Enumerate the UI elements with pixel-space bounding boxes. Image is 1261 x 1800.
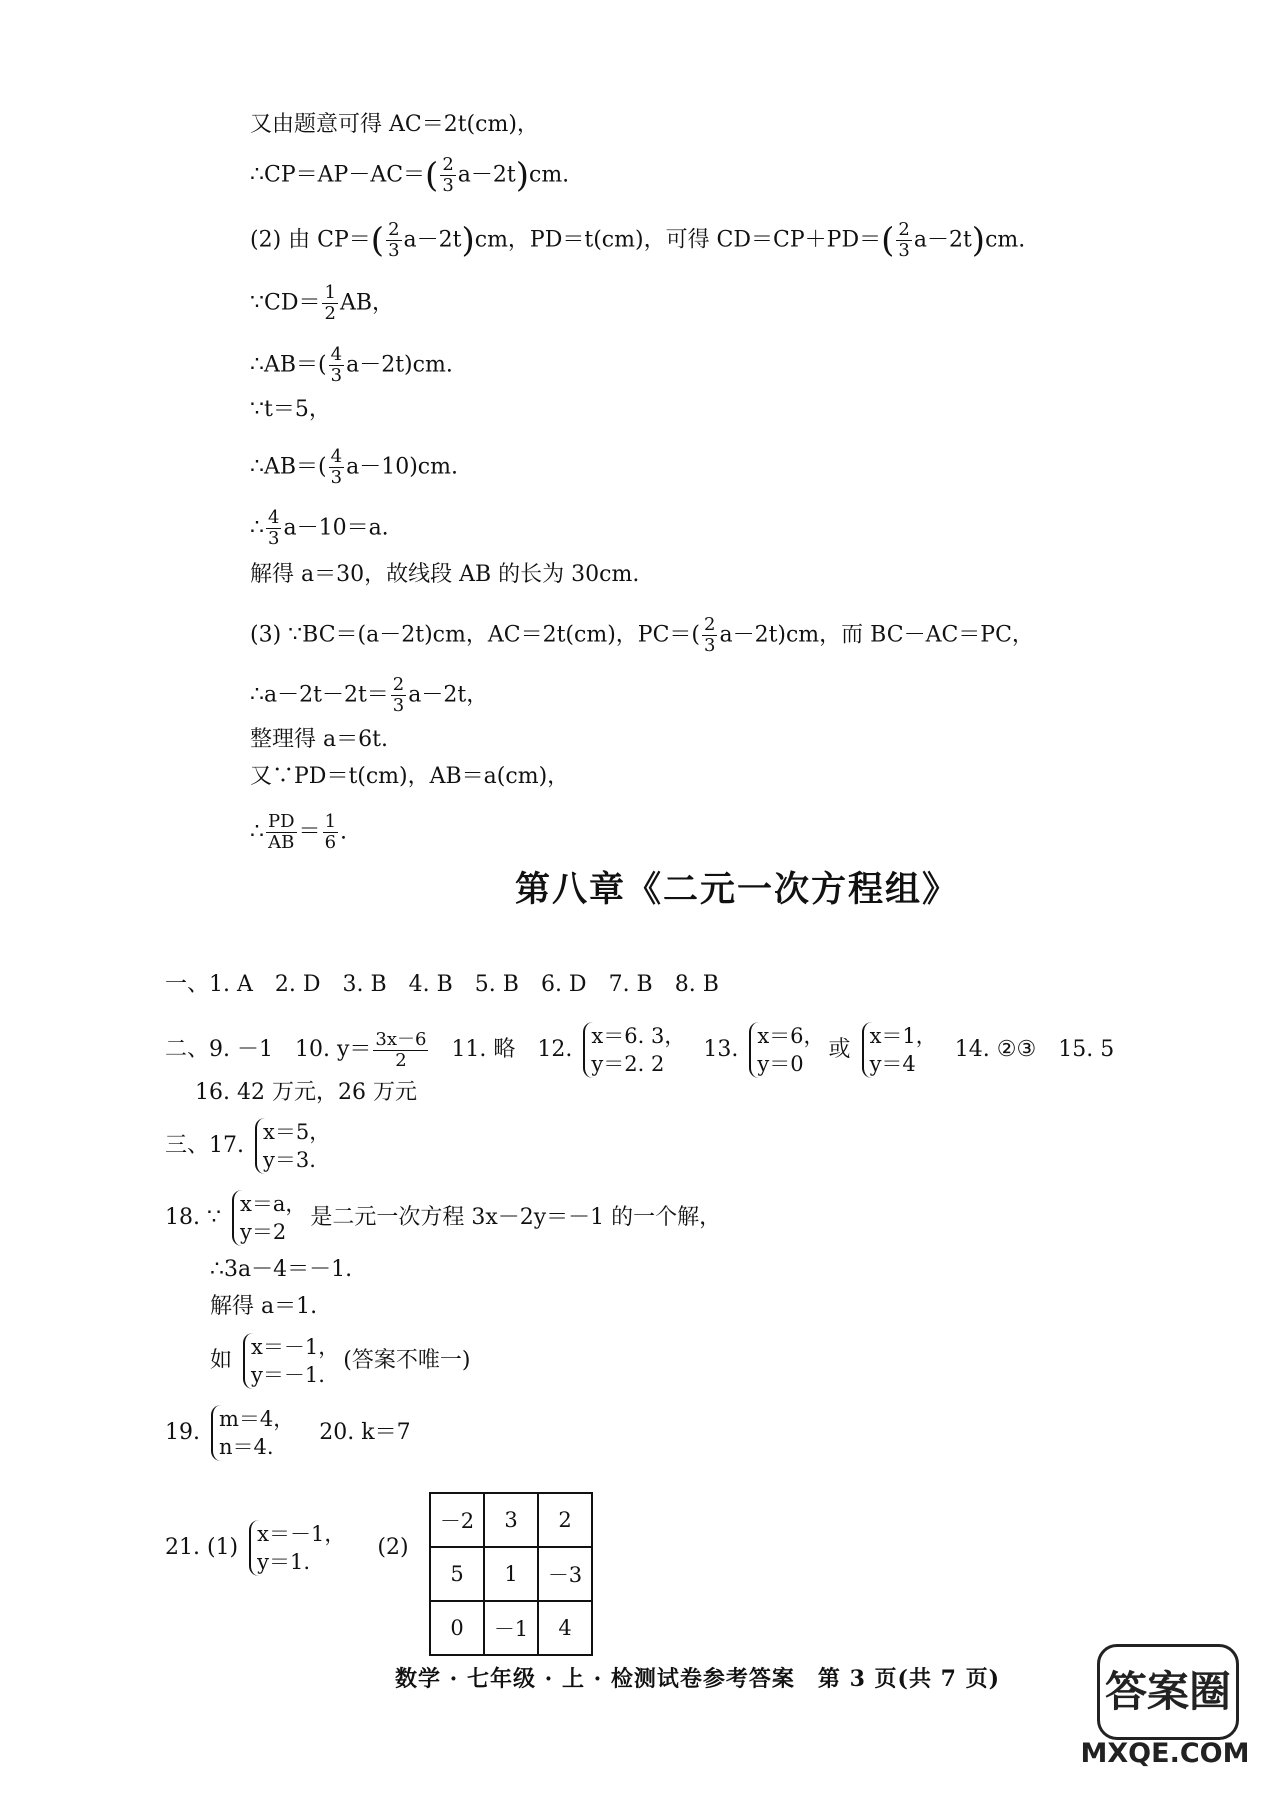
table-cell: 5 — [430, 1547, 484, 1601]
table-cell: －2 — [430, 1493, 484, 1547]
table-cell: 4 — [538, 1601, 592, 1655]
answer-row: 二、9. －1 10. y＝ $\frac{3x-6}{2}$ 11. 略 12. x＝6. 3， y＝2. 2 13. x＝6， y＝0 或 x＝1， y＝4 14. ②③ 15. 5 — [165, 1024, 1115, 1076]
table-row — [430, 1493, 592, 1547]
answer-row: 18. ∵ x＝a， y＝2 是二元一次方程 3x－2y＝－1 的一个解， — [165, 1192, 722, 1244]
table-cell: 3 — [484, 1493, 538, 1547]
text-line: ∵t＝5， — [250, 397, 331, 422]
table-cell: 1 — [484, 1547, 538, 1601]
text-line: ∴AB＝( $\frac{4}{3}$ a－2t)cm. — [250, 344, 453, 386]
equation-system: x＝1， y＝4 — [862, 1022, 937, 1078]
text-line: (2) 由 CP＝( $\frac{2}{3}$ a－2t)cm，PD＝t(cm)，可得 CD＝CP＋PD＝( $\frac{2}{3}$ a－2t)cm. — [250, 219, 1026, 261]
equation-system: x＝－1， y＝－1. — [243, 1333, 339, 1389]
equation-system: x＝6， y＝0 — [749, 1022, 824, 1078]
fraction: $\frac{1}{2}$ — [324, 282, 336, 324]
fraction: $\frac{4}{3}$ — [268, 507, 280, 549]
logo-text: MXQE.COM — [1080, 1738, 1250, 1769]
magic-square-table — [429, 1492, 593, 1656]
answer-row: 三、17. x＝5， y＝3. — [165, 1120, 331, 1172]
text-segment: cm. — [529, 162, 570, 188]
logo-mark: 答案圈 — [1097, 1644, 1239, 1740]
fraction: $\frac{2}{3}$ — [392, 674, 405, 716]
fraction: $\frac{4}{3}$ — [330, 446, 343, 488]
text-line: ∴ $\frac{PD}{AB}$ ＝ $\frac{1}{6}$ . — [250, 811, 348, 853]
answer-row: 一、1. A 2. D 3. B 4. B 5. B 6. D 7. B 8. B — [165, 972, 719, 997]
text-line: ∴AB＝( $\frac{4}{3}$ a－10)cm. — [250, 446, 458, 488]
text-segment: ∴CP＝AP－AC＝ — [250, 162, 426, 188]
text-line: 解得 a＝1. — [210, 1294, 318, 1319]
text-line: (3) ∵BC＝(a－2t)cm，AC＝2t(cm)，PC＝( $\frac{2}{3}$ a－2t)cm，而 BC－AC＝PC， — [250, 614, 1034, 656]
watermark-logo — [1075, 1638, 1255, 1788]
table-row — [430, 1547, 592, 1601]
text-line: ∵CD＝ $\frac{1}{2}$ AB， — [250, 282, 394, 324]
equation-system: x＝5， y＝3. — [255, 1118, 330, 1174]
fraction: $\frac{2}{3}$ — [704, 614, 716, 656]
text-line: 整理得 a＝6t. — [250, 727, 388, 752]
table-cell: 0 — [430, 1601, 484, 1655]
text-line: 解得 a＝30，故线段 AB 的长为 30cm. — [250, 562, 640, 587]
text-line: 如 x＝－1， y＝－1. (答案不唯一) — [210, 1335, 471, 1387]
answer-row: 19. m＝4， n＝4. 20. k＝7 — [165, 1407, 411, 1459]
fraction: $\frac{1}{6}$ — [324, 811, 337, 853]
page-footer: 数学 · 七年级 · 上 · 检测试卷参考答案 第 3 页(共 7 页) — [395, 1666, 1001, 1692]
text-line: ∴3a－4＝－1. — [210, 1257, 353, 1282]
text-line: ∴CP＝AP－AC＝( $\frac{2}{3}$ a－2t)cm. — [250, 154, 570, 196]
text-line: ∴a－2t－2t＝ $\frac{2}{3}$ a－2t， — [250, 674, 489, 716]
equation-system: x＝a， y＝2 — [232, 1190, 306, 1246]
equation-system: x＝6. 3， y＝2. 2 — [583, 1022, 685, 1078]
fraction: $\frac{2}{3}$ — [442, 154, 454, 196]
chapter-title: 第八章《二元一次方程组》 — [515, 870, 960, 910]
fraction: $\frac{2}{3}$ — [898, 219, 910, 261]
fraction: $\frac{2}{3}$ — [388, 219, 400, 261]
fraction: $\frac{4}{3}$ — [330, 344, 343, 386]
table-cell: －3 — [538, 1547, 592, 1601]
fraction: $\frac{3x-6}{2}$ — [375, 1028, 427, 1071]
text-line: ∴ $\frac{4}{3}$ a－10＝a. — [250, 507, 389, 549]
equation-system: x＝－1， y＝1. — [249, 1520, 345, 1576]
table-cell: 2 — [538, 1493, 592, 1547]
equation-system: m＝4， n＝4. — [211, 1405, 294, 1461]
table-row — [430, 1601, 592, 1655]
answer-row: 16. 42 万元，26 万元 — [195, 1080, 417, 1105]
text-segment: a－2t — [457, 162, 516, 188]
text-line: 又由题意可得 AC＝2t(cm)， — [250, 112, 539, 137]
fraction: $\frac{PD}{AB}$ — [268, 811, 295, 853]
text-line: 又∵PD＝t(cm)，AB＝a(cm)， — [250, 764, 570, 789]
table-cell: －1 — [484, 1601, 538, 1655]
answer-row: 21. (1) x＝－1， y＝1. (2) — [165, 1522, 409, 1574]
